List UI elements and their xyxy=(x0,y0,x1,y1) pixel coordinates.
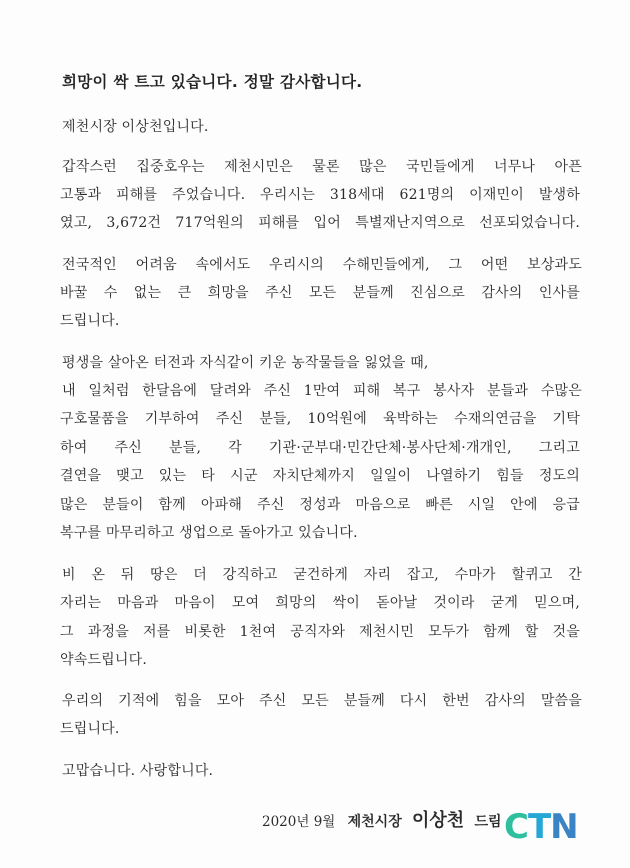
signature-position: 제천시장 xyxy=(347,814,402,830)
body-line: 였고, 3,672건 717억원의 피해를 입어 특별재난지역으로 선포되었습니다. xyxy=(60,215,580,231)
body-line: 드립니다. xyxy=(60,313,120,329)
signature-closing: 드림 xyxy=(474,814,502,830)
logo-letter-n: N xyxy=(550,807,578,847)
closing-line: 고맙습니다. 사랑합니다. xyxy=(62,763,214,779)
body-line: 우리의 기적에 힘을 모아 주신 모든 분들께 다시 한번 감사의 말씀을 xyxy=(62,693,582,709)
body-line: 전국적인 어려움 속에서도 우리시의 수해민들에게, 그 어떤 보상과도 xyxy=(62,257,582,273)
body-line: 복구를 마무리하고 생업으로 돌아가고 있습니다. xyxy=(60,525,358,541)
body-line: 많은 분들이 함께 아파해 주신 정성과 마음으로 빠른 시일 안에 응급 xyxy=(60,497,580,513)
body-line: 비 온 뒤 땅은 더 강직하고 굳건하게 자리 잡고, 수마가 할퀴고 간 xyxy=(62,567,582,583)
body-line: 평생을 살아온 터전과 자식같이 키운 농작물들을 잃었을 때, xyxy=(62,355,429,371)
body-line: 내 일처럼 한달음에 달려와 주신 1만여 피해 복구 봉사자 분들과 수많은 xyxy=(62,383,582,399)
ctn-logo xyxy=(504,807,578,847)
letter-title: 희망이 싹 트고 있습니다. 정말 감사합니다. xyxy=(62,73,363,91)
body-line: 갑작스런 집중호우는 제천시민은 물론 많은 국민들에게 너무나 아픈 xyxy=(62,159,582,175)
body-line: 하여 주신 분들, 각 기관·군부대·민간단체·봉사단체·개개인, 그리고 xyxy=(60,440,580,456)
body-line: 구호물품을 기부하여 주신 분들, 10억원에 육박하는 수재의연금을 기탁 xyxy=(60,411,580,427)
body-line: 그 과정을 저를 비롯한 1천여 공직자와 제천시민 모두가 함께 할 것을 xyxy=(60,624,580,640)
body-line: 드립니다. xyxy=(60,721,120,737)
body-line: 고통과 피해를 주었습니다. 우리시는 318세대 621명의 이재민이 발생하 xyxy=(60,187,580,203)
signature-date: 2020년 9월 xyxy=(262,814,336,830)
signature xyxy=(262,806,502,832)
body-line: 약속드립니다. xyxy=(60,652,147,668)
body-line: 바꿀 수 없는 큰 희망을 주신 모든 분들께 진심으로 감사의 인사를 xyxy=(60,285,580,301)
logo-letter-c: C xyxy=(504,807,528,847)
body-line: 결연을 맺고 있는 타 시군 자치단체까지 일일이 나열하기 힘들 정도의 xyxy=(60,468,580,484)
intro-line: 제천시장 이상천입니다. xyxy=(62,119,209,135)
logo-letter-t: T xyxy=(527,807,551,847)
signature-name: 이상천 xyxy=(412,810,465,831)
body-line: 자리는 마음과 마음이 모여 희망의 싹이 돋아날 것이라 굳게 믿으며, xyxy=(60,595,580,611)
